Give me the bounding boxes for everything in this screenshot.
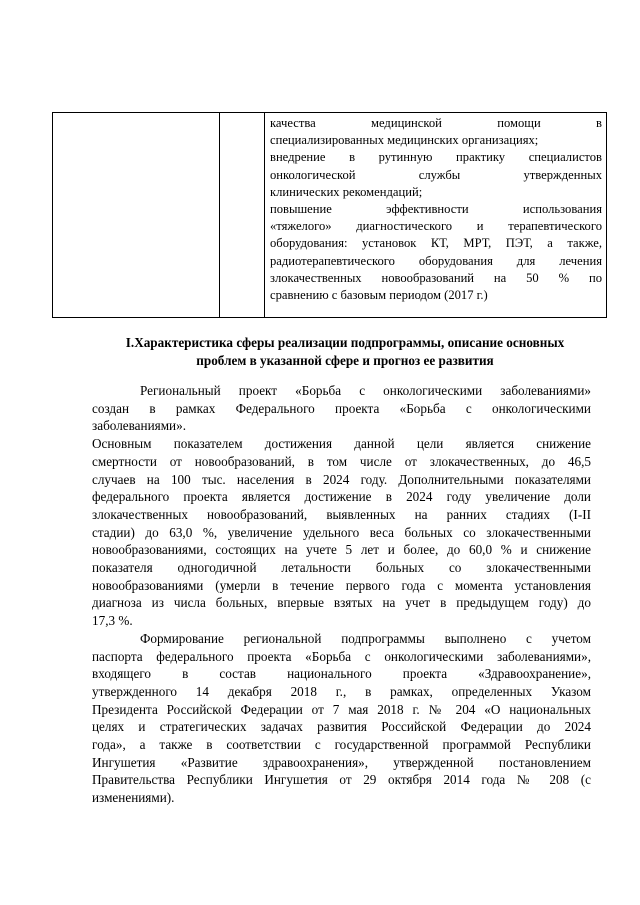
paragraph-1 — [92, 382, 591, 435]
section-heading-line-2: проблем в указанной сфере и прогноз ее развития — [196, 352, 494, 368]
section-heading — [90, 334, 600, 369]
paragraph-line: Региональный проект «Борьба с онкологическими заболеваниями» — [140, 383, 591, 398]
table-line: клинических рекомендаций; — [270, 184, 423, 199]
table-line: повышение эффективности использования — [270, 202, 602, 217]
table-row — [53, 113, 607, 318]
table-line: «тяжелого» диагностического и терапевтического — [270, 219, 602, 234]
paragraph-2 — [92, 435, 591, 630]
table-cell-empty-2 — [220, 113, 265, 318]
paragraph-line: случаев на 100 тыс. населения в 2024 году. Дополнительными показателями — [92, 471, 591, 487]
paragraph-line: новообразованиями (умерли в течение первого года с момента установления — [92, 577, 591, 593]
paragraph-line: новообразованиями, состоящих на учете 5 лет и более, до 60,0 % и снижение — [92, 542, 591, 558]
paragraph-line: заболеваниями». — [92, 418, 187, 434]
paragraph-line: стадии) до 63,0 %, увеличение удельного веса больных со злокачественными — [92, 524, 591, 540]
section-body — [92, 382, 591, 807]
paragraph-line: показателя одногодичной летальности больных со злокачественными — [92, 560, 591, 576]
table-line: специализированных медицинских организациях; — [270, 133, 539, 148]
table-cell-empty-1 — [53, 113, 220, 318]
paragraph-line: Правительства Республики Ингушетия от 29 октября 2014 года № 208 (с — [92, 772, 591, 788]
table-line: онкологической службы утвержденных — [270, 167, 602, 182]
measures-table — [52, 112, 607, 318]
table-line: оборудования: установок КТ, МРТ, ПЭТ, а также, — [270, 236, 602, 251]
table-line: внедрение в рутинную практику специалистов — [270, 150, 602, 165]
table-line: сравнению с базовым периодом (2017 г.) — [270, 288, 488, 303]
paragraph-line: изменениями). — [92, 790, 175, 806]
table-line: качества медицинской помощи в — [270, 116, 602, 130]
paragraph-line: утвержденного 14 декабря 2018 г., в рамках, определенных Указом — [92, 683, 591, 699]
paragraph-line: года», а также в соответствии с государственной программой Республики — [92, 737, 591, 753]
paragraph-line: создан в рамках Федерального проекта «Борьба с онкологическими — [92, 400, 591, 416]
table-cell-measures — [265, 113, 607, 318]
paragraph-line: Ингушетия «Развитие здравоохранения», утвержденной постановлением — [92, 754, 591, 770]
paragraph-line: диагноза из числа больных, впервые взятых на учет в предыдущем году) до — [92, 595, 591, 611]
paragraph-line: входящего в состав национального проекта «Здравоохранение», — [92, 666, 591, 682]
table-line: радиотерапевтического оборудования для лечения — [270, 253, 602, 268]
paragraph-3 — [92, 630, 591, 807]
paragraph-line: паспорта федерального проекта «Борьба с онкологическими заболеваниями», — [92, 648, 591, 664]
paragraph-line: Основным показателем достижения данной цели является снижение — [92, 436, 591, 452]
paragraph-line: Формирование региональной подпрограммы выполнено с учетом — [140, 630, 591, 646]
paragraph-line: целях и стратегических задачах развития Российской Федерации до 2024 — [92, 719, 591, 735]
paragraph-line: злокачественных новообразований, выявленных на ранних стадиях (I-II — [92, 506, 591, 522]
paragraph-line: Президента Российской Федерации от 7 мая 2018 г. № 204 «О национальных — [92, 701, 591, 717]
paragraph-line: смертности от новообразований, в том числе от злокачественных, до 46,5 — [92, 453, 591, 469]
paragraph-line: федерального проекта является достижение в 2024 году увеличение доли — [92, 489, 591, 505]
measures-text — [265, 113, 606, 304]
paragraph-line: 17,3 %. — [92, 613, 133, 629]
table-line: злокачественных новообразований на 50 % по — [270, 270, 602, 285]
section-heading-line-1: I.Характеристика сферы реализации подпрограммы, описание основных — [125, 335, 565, 350]
